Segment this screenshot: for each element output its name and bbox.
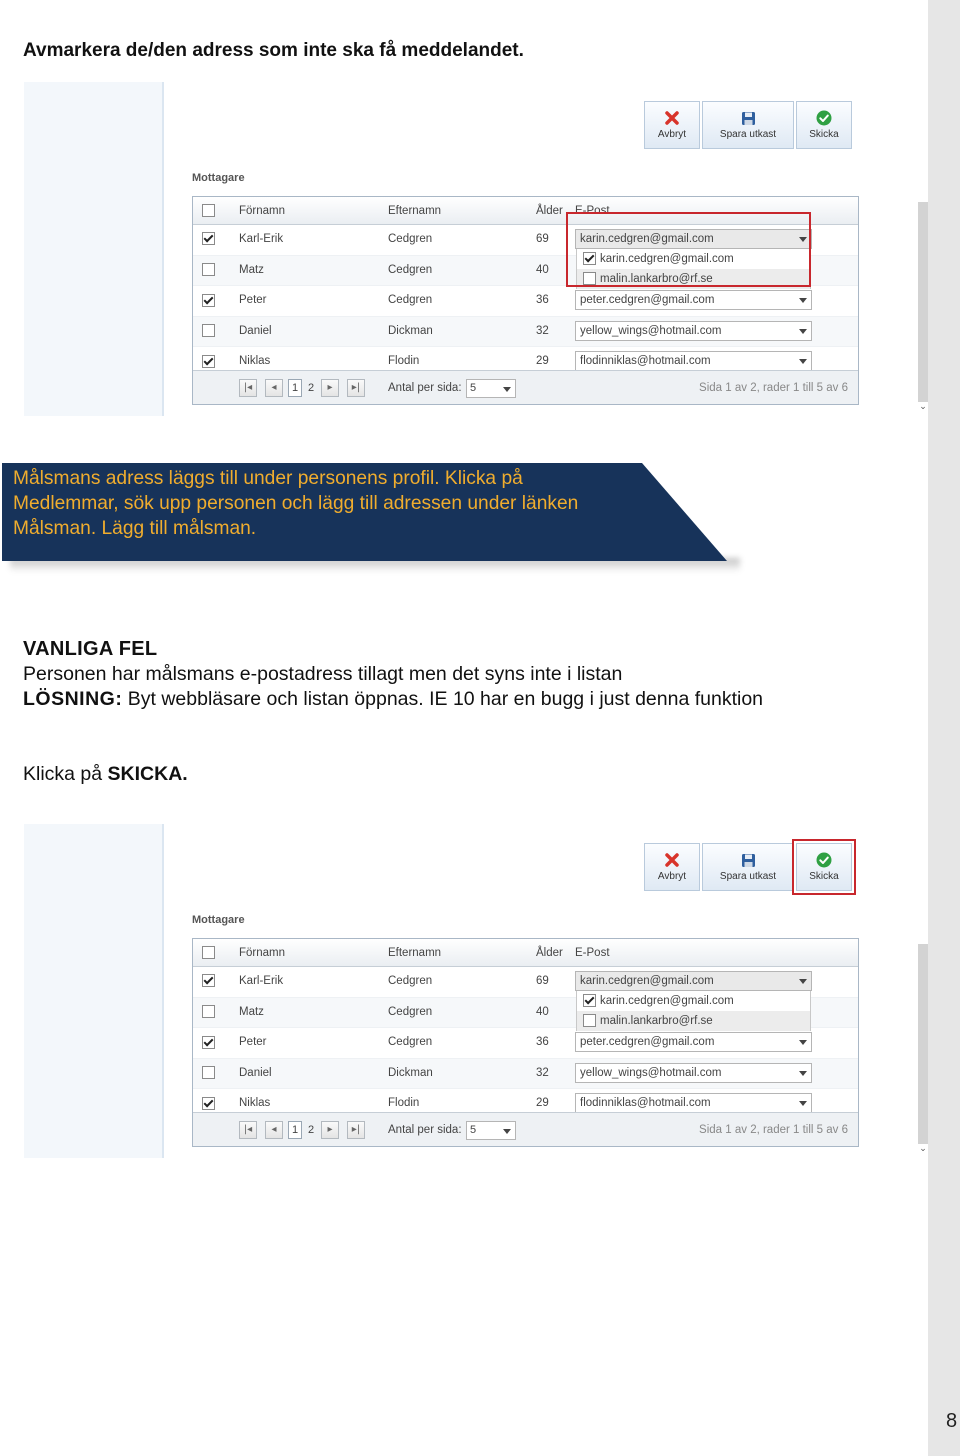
column-last-name[interactable]: Efternamn xyxy=(388,205,442,217)
instruction-bold: SKICKA. xyxy=(107,763,188,785)
age: 40 xyxy=(536,1005,549,1018)
email-select[interactable] xyxy=(575,971,812,991)
chevron-down-icon xyxy=(799,979,807,984)
page-2-button[interactable]: 2 xyxy=(307,382,315,394)
cancel-button[interactable] xyxy=(644,843,700,891)
page-right-margin xyxy=(928,0,960,1456)
message-toolbar xyxy=(644,101,852,149)
age: 36 xyxy=(536,294,549,307)
last-name: Flodin xyxy=(388,355,420,368)
row-checkbox[interactable] xyxy=(202,286,215,314)
table-row xyxy=(193,286,858,317)
email-select[interactable] xyxy=(575,1032,812,1052)
column-email[interactable]: E-Post xyxy=(575,947,610,959)
screenshot-recipients-2 xyxy=(24,824,928,1158)
dropdown-option[interactable] xyxy=(577,1011,810,1031)
per-page-label: Antal per sida: xyxy=(388,382,462,394)
per-page-value: 5 xyxy=(470,1124,477,1136)
option-checkbox[interactable] xyxy=(583,994,596,1007)
column-age[interactable]: Ålder xyxy=(536,947,563,959)
email-value: flodinniklas@hotmail.com xyxy=(580,1097,711,1110)
grid-pager xyxy=(193,370,858,404)
section-title: Mottagare xyxy=(192,172,245,184)
last-name: Cedgren xyxy=(388,263,433,276)
chevron-down-icon xyxy=(799,1071,807,1076)
cancel-icon xyxy=(665,852,679,868)
per-page-value: 5 xyxy=(470,382,477,394)
email-select[interactable] xyxy=(575,351,812,371)
solution-line xyxy=(23,688,763,711)
vertical-scrollbar[interactable] xyxy=(918,202,928,402)
age: 32 xyxy=(536,324,549,337)
select-all-checkbox[interactable] xyxy=(202,939,215,967)
first-name: Peter xyxy=(239,1036,267,1049)
floppy-disk-icon xyxy=(741,852,756,868)
email-select[interactable] xyxy=(575,321,812,341)
per-page-label: Antal per sida: xyxy=(388,1124,462,1136)
chevron-down-icon xyxy=(799,1101,807,1106)
row-checkbox[interactable] xyxy=(202,317,215,345)
last-name: Cedgren xyxy=(388,294,433,307)
age: 36 xyxy=(536,1036,549,1049)
page-number: 8 xyxy=(946,1410,958,1432)
click-send-instruction xyxy=(23,763,188,786)
age: 69 xyxy=(536,233,549,245)
email-value: peter.cedgren@gmail.com xyxy=(580,294,715,307)
table-row xyxy=(193,317,858,348)
email-select[interactable] xyxy=(575,290,812,310)
pager-info: Sida 1 av 2, rader 1 till 5 av 6 xyxy=(699,382,848,394)
checkmark-icon xyxy=(816,110,832,126)
last-page-button[interactable]: ▸| xyxy=(347,1121,365,1139)
email-value: flodinniklas@hotmail.com xyxy=(580,355,711,368)
age: 29 xyxy=(536,1097,549,1110)
first-name: Niklas xyxy=(239,1097,271,1110)
email-select[interactable] xyxy=(575,1063,812,1083)
option-label: karin.cedgren@gmail.com xyxy=(600,253,734,265)
first-name: Daniel xyxy=(239,1066,272,1079)
app-sidebar xyxy=(24,82,164,416)
save-draft-label: Spara utkast xyxy=(719,871,777,882)
send-label: Skicka xyxy=(809,871,839,882)
prev-page-button[interactable]: ◂ xyxy=(265,379,283,397)
row-checkbox[interactable] xyxy=(202,225,215,253)
send-button[interactable] xyxy=(796,843,852,891)
row-checkbox[interactable] xyxy=(202,1059,215,1087)
recipients-grid xyxy=(192,938,859,1147)
first-name: Matz xyxy=(239,263,264,276)
option-label: malin.lankarbro@rf.se xyxy=(600,273,713,285)
screenshot-recipients-1 xyxy=(24,82,928,416)
instruction-text: Klicka på xyxy=(23,763,108,785)
save-draft-button[interactable] xyxy=(702,101,794,149)
chevron-down-icon xyxy=(799,329,807,334)
cancel-button[interactable] xyxy=(644,101,700,149)
last-name: Flodin xyxy=(388,1097,420,1110)
solution-text: Byt webbläsare och listan öppnas. IE 10 har en bugg i just denna funktion xyxy=(122,688,764,710)
floppy-disk-icon xyxy=(741,110,756,126)
grid-pager xyxy=(193,1112,858,1146)
vertical-scrollbar[interactable] xyxy=(918,944,928,1144)
last-name: Dickman xyxy=(388,324,433,337)
chevron-down-icon[interactable]: ⌄ xyxy=(919,1144,927,1154)
save-draft-button[interactable] xyxy=(702,843,794,891)
column-age[interactable]: Ålder xyxy=(536,205,563,217)
select-all-checkbox[interactable] xyxy=(202,197,215,225)
common-errors-title: VANLIGA FEL xyxy=(23,638,158,660)
first-page-button[interactable]: |◂ xyxy=(239,379,257,397)
email-value: peter.cedgren@gmail.com xyxy=(580,1036,715,1049)
age: 69 xyxy=(536,975,549,987)
banner-text: Målsmans adress läggs till under personens profil. Klicka på Medlemmar, sök upp personen och lägg till adressen under länken Målsman. Lägg till målsman. xyxy=(13,468,579,539)
last-name: Cedgren xyxy=(388,233,433,245)
column-first-name[interactable]: Förnamn xyxy=(239,205,286,217)
row-checkbox[interactable] xyxy=(202,967,215,995)
chevron-down-icon xyxy=(503,1129,511,1134)
first-name: Karl-Erik xyxy=(239,233,284,245)
last-name: Cedgren xyxy=(388,975,433,987)
first-name: Peter xyxy=(239,294,267,307)
last-name: Dickman xyxy=(388,1066,433,1079)
save-draft-label: Spara utkast xyxy=(719,129,777,140)
first-name: Daniel xyxy=(239,324,272,337)
checkmark-icon xyxy=(816,852,832,868)
column-first-name[interactable]: Förnamn xyxy=(239,947,286,959)
chevron-down-icon xyxy=(799,1040,807,1045)
message-toolbar xyxy=(644,843,852,891)
per-page-select[interactable] xyxy=(466,1121,516,1140)
app-sidebar xyxy=(24,824,164,1158)
option-label: karin.cedgren@gmail.com xyxy=(600,995,734,1007)
email-value: yellow_wings@hotmail.com xyxy=(580,1066,722,1079)
grid-header xyxy=(193,939,858,967)
age: 32 xyxy=(536,1066,549,1079)
chevron-down-icon[interactable]: ⌄ xyxy=(919,402,927,412)
cancel-icon xyxy=(665,110,679,126)
next-page-button[interactable]: ▸ xyxy=(321,1121,339,1139)
option-label: malin.lankarbro@rf.se xyxy=(600,1015,713,1027)
email-value: karin.cedgren@gmail.com xyxy=(580,233,714,245)
common-errors-text: Personen har målsmans e-postadress tillagt men det syns inte i listan xyxy=(23,663,623,685)
last-page-button[interactable]: ▸| xyxy=(347,379,365,397)
send-label: Skicka xyxy=(809,129,839,140)
table-row xyxy=(193,1059,858,1090)
next-page-button[interactable]: ▸ xyxy=(321,379,339,397)
first-page-button[interactable]: |◂ xyxy=(239,1121,257,1139)
pager-info: Sida 1 av 2, rader 1 till 5 av 6 xyxy=(699,1124,848,1136)
first-name: Niklas xyxy=(239,355,271,368)
page-1-button[interactable]: 1 xyxy=(288,379,302,397)
send-button[interactable] xyxy=(796,101,852,149)
row-checkbox[interactable] xyxy=(202,256,215,284)
email-select[interactable] xyxy=(575,1093,812,1113)
option-checkbox[interactable] xyxy=(583,1014,596,1027)
column-email[interactable]: E-Post xyxy=(575,205,610,217)
page-2-button[interactable]: 2 xyxy=(307,1124,315,1136)
prev-page-button[interactable]: ◂ xyxy=(265,1121,283,1139)
email-value: karin.cedgren@gmail.com xyxy=(580,975,714,987)
instruction-heading: Avmarkera de/den adress som inte ska få meddelandet. xyxy=(23,40,524,61)
section-title: Mottagare xyxy=(192,914,245,926)
chevron-down-icon xyxy=(799,298,807,303)
last-name: Cedgren xyxy=(388,1036,433,1049)
first-name: Karl-Erik xyxy=(239,975,284,987)
chevron-down-icon xyxy=(503,387,511,392)
chevron-down-icon xyxy=(799,359,807,364)
cancel-label: Avbryt xyxy=(657,129,687,140)
email-value: yellow_wings@hotmail.com xyxy=(580,324,722,337)
row-checkbox[interactable] xyxy=(202,1028,215,1056)
page-left-margin xyxy=(0,0,24,1456)
table-row xyxy=(193,1028,858,1059)
highlight-box xyxy=(566,212,811,287)
cancel-label: Avbryt xyxy=(657,871,687,882)
solution-label: LÖSNING: xyxy=(23,688,123,710)
age: 40 xyxy=(536,263,549,276)
email-dropdown-list xyxy=(576,991,811,1031)
dropdown-option[interactable] xyxy=(577,991,810,1011)
column-last-name[interactable]: Efternamn xyxy=(388,947,442,959)
age: 29 xyxy=(536,355,549,368)
row-checkbox[interactable] xyxy=(202,998,215,1026)
page-1-button[interactable]: 1 xyxy=(288,1121,302,1139)
first-name: Matz xyxy=(239,1005,264,1018)
last-name: Cedgren xyxy=(388,1005,433,1018)
per-page-select[interactable] xyxy=(466,379,516,398)
